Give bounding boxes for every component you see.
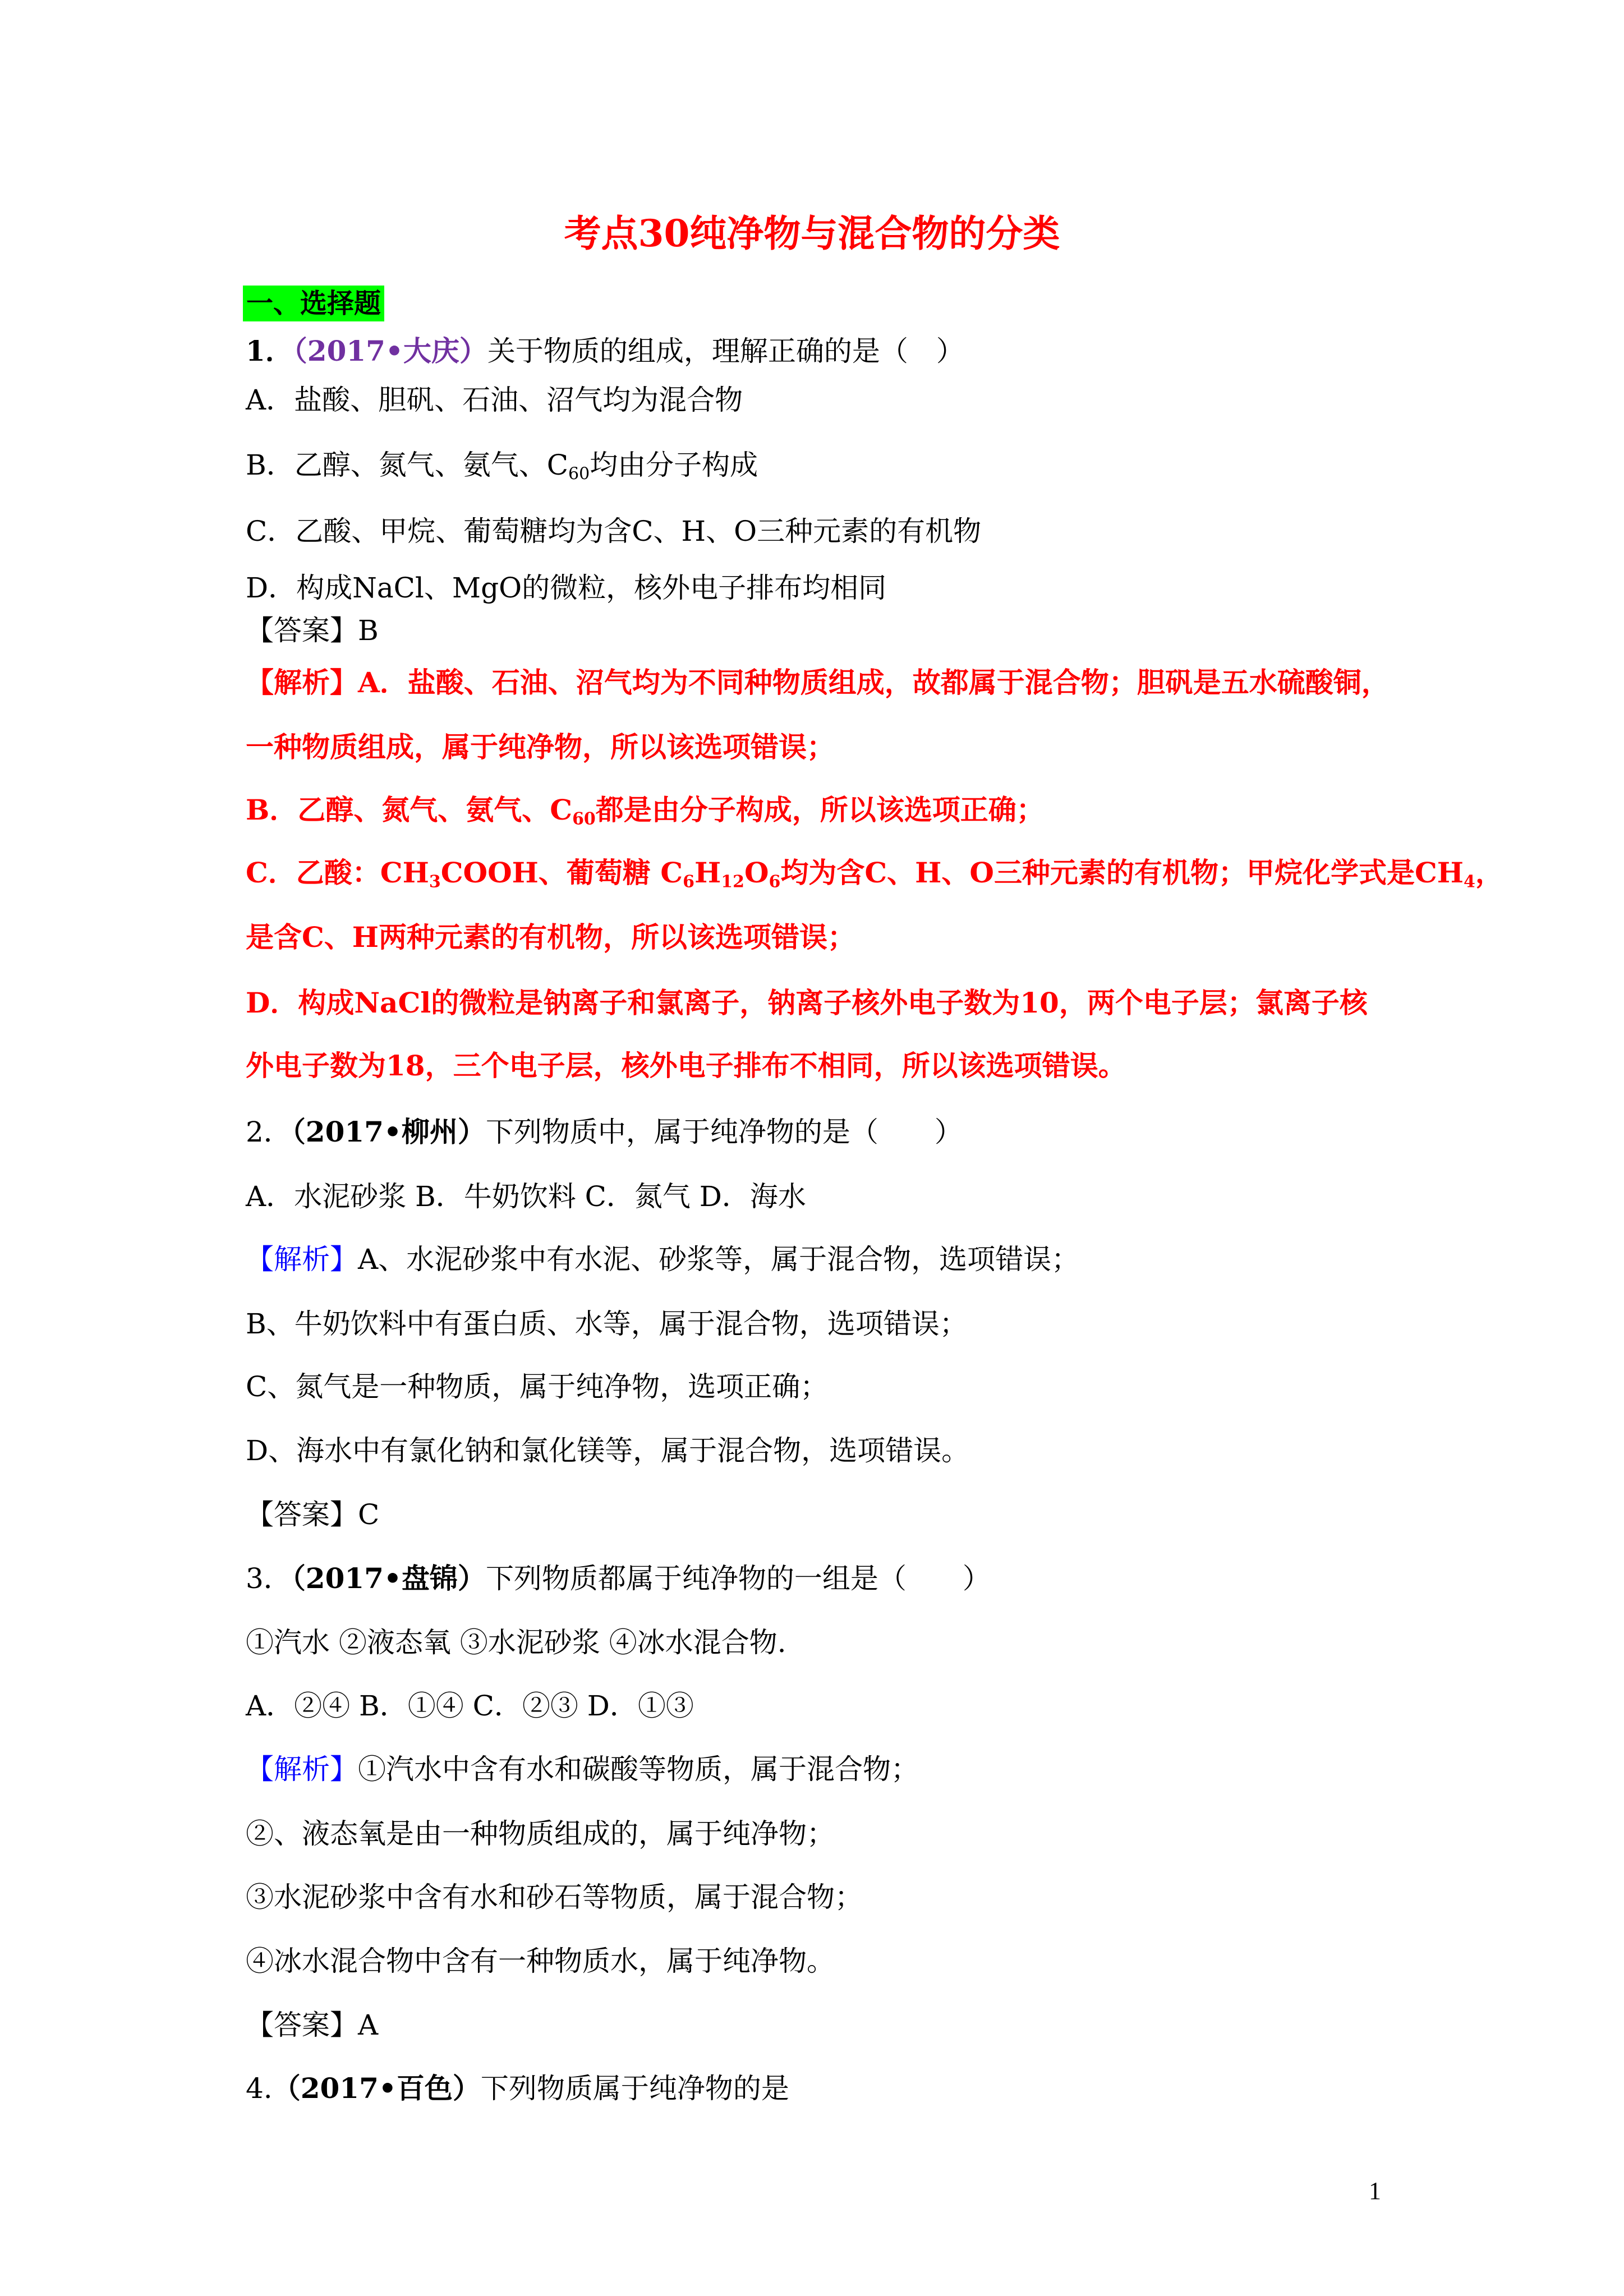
answer-value: C	[358, 1498, 380, 1531]
analysis-line: 【解析】A．盐酸、石油、沼气均为不同种物质组成，故都属于混合物；胆矾是五水硫酸铜，	[246, 666, 1390, 699]
question-source: （2017•柳州）	[291, 1115, 486, 1148]
question-text: 下列物质中，属于纯净物的是（ ）	[485, 1116, 963, 1148]
analysis-line: ④冰水混合物中含有一种物质水，属于纯净物。	[246, 1945, 835, 1977]
question-source: （2017•盘锦）	[291, 1562, 486, 1595]
answer-label: 【答案】	[246, 614, 358, 647]
page-title: 考点30纯净物与混合物的分类	[564, 211, 1060, 255]
question-2-stem	[246, 1112, 1390, 1152]
question-source: （2017•大庆）	[293, 334, 487, 367]
question-number: 2．	[246, 1116, 292, 1148]
analysis-label: 【解析】	[246, 1753, 358, 1786]
analysis-line: 【解析】①汽水中含有水和碳酸等物质，属于混合物；	[246, 1753, 919, 1786]
answer-label: 【答案】	[246, 1498, 358, 1531]
question-4-stem	[246, 2068, 1390, 2109]
question-source: （2017•百色）	[272, 2072, 481, 2105]
analysis-line: C．乙酸：$CH_3COOH$、葡萄糖 $C_6H_{12}O_6$均为含C、H、O三种元素的有机物；甲烷化学式是$CH_4$，	[246, 856, 1503, 892]
question-text: 关于物质的组成，理解正确的是（ ）	[487, 335, 964, 367]
answer-line	[246, 2005, 1390, 2045]
analysis-line: 一种物质组成，属于纯净物，所以该选项错误；	[246, 730, 835, 763]
question-1-stem	[246, 331, 1390, 371]
section-heading: 一、选择题	[243, 286, 384, 321]
analysis-label: 【解析】	[246, 666, 358, 699]
answer-line	[246, 1494, 1390, 1535]
question-number: 4.	[246, 2072, 273, 2105]
analysis-line: B．乙醇、氮气、氨气、$C_{60}$都是由分子构成，所以该选项正确；	[246, 793, 1045, 829]
question-number: 3．	[246, 1562, 292, 1595]
analysis-line: 【解析】A、水泥砂浆中有水泥、砂浆等，属于混合物，选项错误；	[246, 1243, 1080, 1276]
answer-value: A	[358, 2009, 379, 2041]
question-number: 1．	[246, 334, 293, 367]
question-3-stem	[246, 1558, 1390, 1599]
analysis-line: 外电子数为18，三个电子层，核外电子排布不相同，所以该选项错误。	[246, 1049, 1126, 1082]
answer-line	[246, 610, 1390, 651]
analysis-line: D、海水中有氯化钠和氯化镁等，属于混合物，选项错误。	[246, 1434, 970, 1467]
option-d: D．构成NaCl、MgO的微粒，核外电子排布均相同	[246, 572, 887, 604]
answer-value: B	[358, 614, 379, 647]
question-text: 下列物质都属于纯净物的一组是（ ）	[485, 1562, 991, 1595]
analysis-line: ②、液态氧是由一种物质组成的，属于纯净物；	[246, 1818, 835, 1850]
option-b: B．乙醇、氮气、氨气、$C_{60}$均由分子构成	[246, 449, 758, 484]
analysis-line: C、氮气是一种物质，属于纯净物，选项正确；	[246, 1370, 829, 1403]
analysis-line: D．构成NaCl的微粒是钠离子和氯离子，钠离子核外电子数为10，两个电子层；氯离子核	[246, 986, 1368, 1019]
items-line: ①汽水 ②液态氧 ③水泥砂浆 ④冰水混合物.	[246, 1626, 786, 1659]
analysis-line: ③水泥砂浆中含有水和砂石等物质，属于混合物；	[246, 1881, 863, 1913]
question-text: 下列物质属于纯净物的是	[480, 2072, 789, 2105]
analysis-label: 【解析】	[246, 1243, 358, 1276]
option-a: A．盐酸、胆矾、石油、沼气均为混合物	[246, 384, 743, 416]
answer-label: 【答案】	[246, 2009, 358, 2041]
page-number: 1	[1369, 2177, 1381, 2205]
options-line: A．水泥砂浆 B．牛奶饮料 C．氮气 D．海水	[246, 1180, 806, 1213]
options-line: A．②④ B．①④ C．②③ D．①③	[246, 1690, 694, 1722]
analysis-line: B、牛奶饮料中有蛋白质、水等，属于混合物，选项错误；	[246, 1308, 968, 1340]
analysis-line: 是含C、H两种元素的有机物，所以该选项错误；	[246, 921, 856, 954]
option-c: C．乙酸、甲烷、葡萄糖均为含C、H、O三种元素的有机物	[246, 515, 982, 547]
